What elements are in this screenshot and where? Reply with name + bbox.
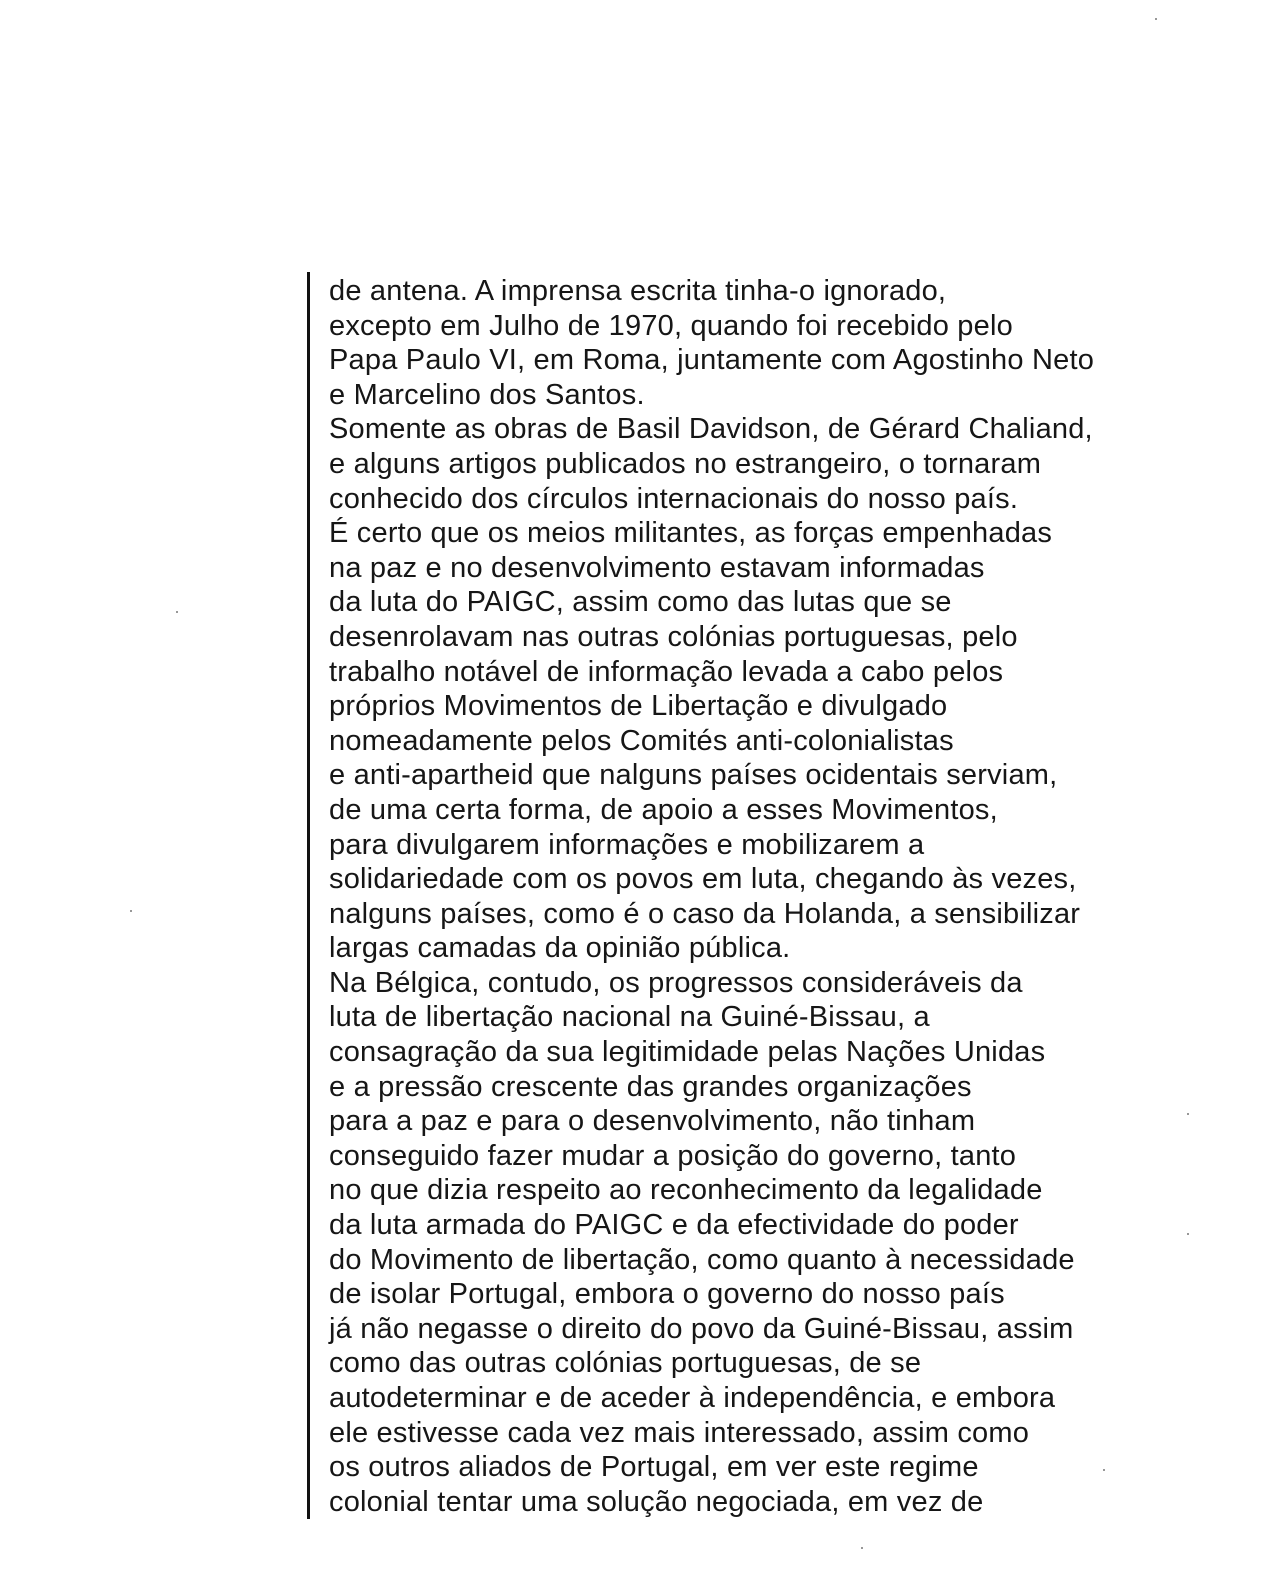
text-line: próprios Movimentos de Libertação e divulgado <box>329 690 948 723</box>
text-line: excepto em Julho de 1970, quando foi recebido pelo <box>329 309 1013 342</box>
text-line: trabalho notável de informação levada a cabo pelos <box>329 655 1004 688</box>
text-line: ele estivesse cada vez mais interessado, assim como <box>329 1416 1030 1449</box>
text-line: conseguido fazer mudar a posição do governo, tanto <box>329 1139 1017 1172</box>
text-line: É certo que os meios militantes, as forças empenhadas <box>329 517 1053 550</box>
text-line: desenrolavam nas outras colónias portuguesas, pelo <box>329 620 1018 653</box>
text-line: e Marcelino dos Santos. <box>329 378 645 411</box>
text-line: e alguns artigos publicados no estrangeiro, o tornaram <box>329 447 1042 480</box>
text-line: nomeadamente pelos Comités anti-colonialistas <box>329 724 954 757</box>
text-line: nalguns países, como é o caso da Holanda, a sensibilizar <box>329 897 1081 930</box>
text-line: da luta armada do PAIGC e da efectividade do poder <box>329 1209 1019 1242</box>
text-line: solidariedade com os povos em luta, chegando às vezes, <box>329 863 1077 896</box>
text-line: para divulgarem informações e mobilizarem a <box>329 828 925 861</box>
text-line: já não negasse o direito do povo da Guiné-Bissau, assim <box>329 1312 1074 1345</box>
scan-speck <box>1155 18 1157 20</box>
text-line: Papa Paulo VI, em Roma, juntamente com Agostinho Neto <box>329 344 1095 377</box>
scan-speck <box>130 910 132 912</box>
text-line: Na Bélgica, contudo, os progressos consideráveis da <box>329 966 1023 999</box>
text-line: conhecido dos círculos internacionais do nosso país. <box>329 482 1019 515</box>
text-line: para a paz e para o desenvolvimento, não tinham <box>329 1105 976 1138</box>
text-line: e anti-apartheid que nalguns países ocidentais serviam, <box>329 759 1058 792</box>
text-line: da luta do PAIGC, assim como das lutas que se <box>329 586 952 619</box>
text-line: Somente as obras de Basil Davidson, de Gérard Chaliand, <box>329 413 1093 446</box>
text-line: na paz e no desenvolvimento estavam informadas <box>329 551 985 584</box>
text-line: e a pressão crescente das grandes organizações <box>329 1070 972 1103</box>
text-line: autodeterminar e de aceder à independência, e embora <box>329 1382 1056 1414</box>
text-line: largas camadas da opinião pública. <box>329 932 791 965</box>
scan-speck <box>861 1547 863 1549</box>
text-line: de isolar Portugal, embora o governo do nosso país <box>329 1278 1005 1311</box>
text-line: luta de libertação nacional na Guiné-Bissau, a <box>329 1001 930 1034</box>
text-line: de antena. A imprensa escrita tinha-o ignorado, <box>329 275 947 307</box>
text-line: como das outras colónias portuguesas, de se <box>329 1347 922 1380</box>
text-line: consagração da sua legitimidade pelas Nações Unidas <box>329 1036 1046 1069</box>
text-line: do Movimento de libertação, como quanto à necessidade <box>329 1243 1075 1276</box>
text-line: de uma certa forma, de apoio a esses Movimentos, <box>329 793 998 826</box>
margin-rule <box>307 272 310 1519</box>
body-text <box>329 274 1249 1519</box>
scan-speck <box>176 611 178 613</box>
text-line: os outros aliados de Portugal, em ver este regime <box>329 1451 979 1484</box>
text-line: colonial tentar uma solução negociada, em vez de <box>329 1485 984 1518</box>
text-line: no que dizia respeito ao reconhecimento da legalidade <box>329 1174 1043 1207</box>
